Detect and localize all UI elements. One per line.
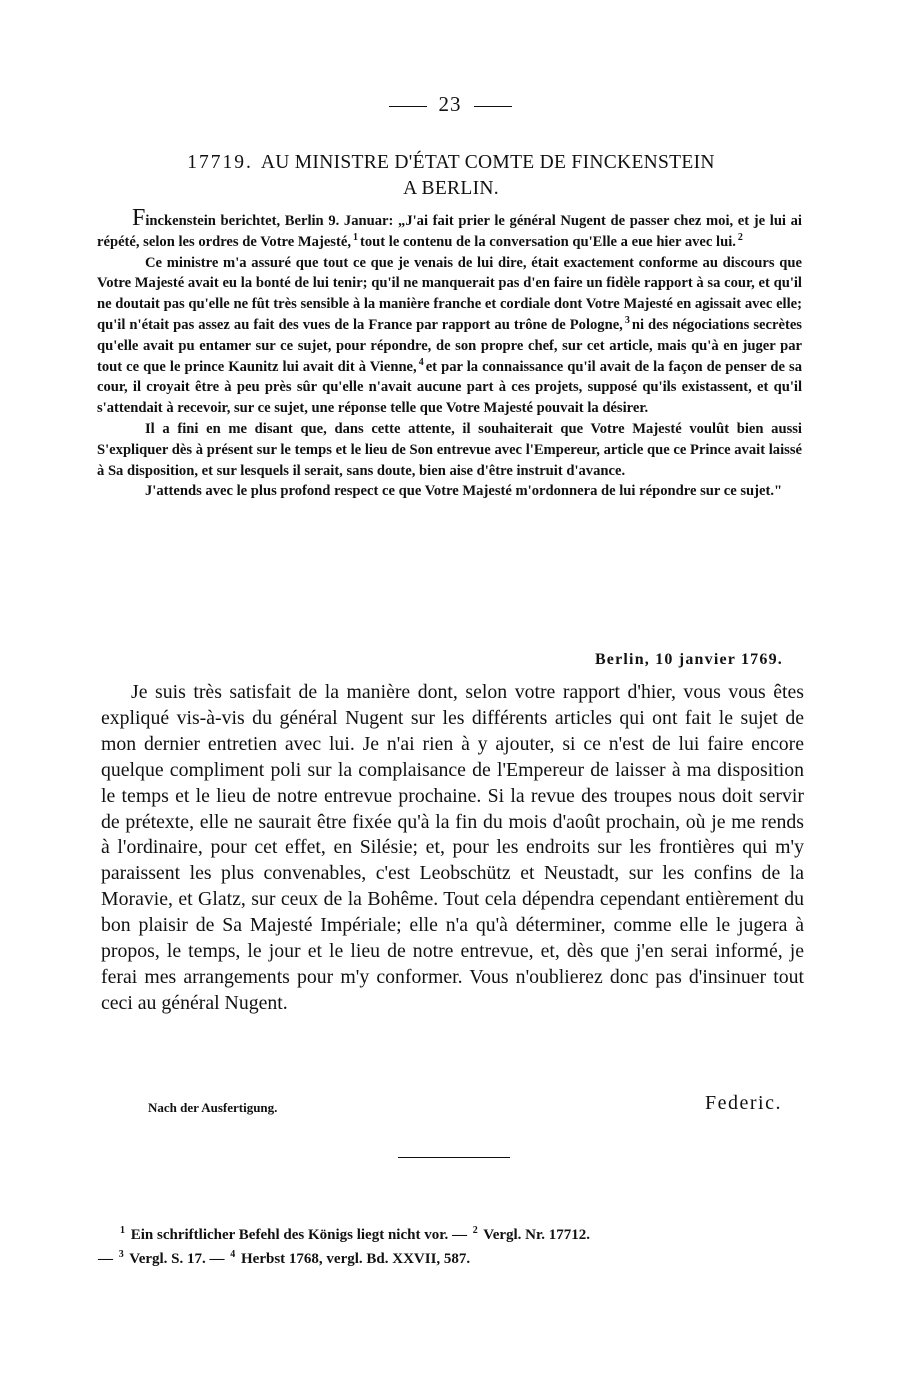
drop-cap: F <box>132 205 146 231</box>
footnote-3: Vergl. S. 17. — <box>129 1251 225 1267</box>
signature: Federic. <box>705 1092 782 1114</box>
footnote-ref-3: 3 <box>624 315 630 327</box>
page-number-line <box>0 92 900 117</box>
report-section <box>97 205 803 502</box>
source-note: Nach der Ausfertigung. <box>148 1100 278 1115</box>
footnote-2: Vergl. Nr. 17712. <box>483 1227 591 1243</box>
footnote-mark-4: 4 <box>230 1249 236 1260</box>
footnote-dash: — <box>98 1251 113 1267</box>
footnote-ref-1: 1 <box>352 231 358 243</box>
footnote-mark-3: 3 <box>118 1249 124 1260</box>
report-paragraph-2: Ce ministre m'a assuré que tout ce que je venais de lui dire, était exactement conforme au discours que Votre Majesté avait eu la bonté de lui tenir; qu'il ne manquerait pas d'en faire un fidèle rapport à sa cour, et qu'il ne doutait pas qu'elle ne fût très sensible à la manière franche et cordiale dont Votre Majesté en agissait avec elle; qu'il n'était pas assez au fait des vues de la France par rapport au trône de Pologne, $^3$ ni des négociations secrètes qu'elle avait pu entamer sur ce sujet, pour répondre, de son propre chef, sur cet article, mais qu'à en juger par tout ce que le prince Kaunitz lui avait dit à Vienne, $^4$ et par la connaissance qu'il avait de la façon de penser de sa cour, il croyait être à peu près sûr qu'elle n'avait aucune part à ces projets, supposé qu'ils existassent, et qu'il s'attendait à recevoir, sur ce sujet, une réponse telle que Votre Majesté pouvait la désirer. <box>97 254 803 417</box>
footnote-ref-4: 4 <box>418 356 424 368</box>
footnote-divider <box>398 1157 510 1158</box>
report-paragraph-3: Il a fini en me disant que, dans cette attente, il souhaiterait que Votre Majesté voulût bien aussi S'expliquer dès à présent sur le temps et le lieu de Son entrevue avec l'Empereur, article que ce Prince avait laissé à Sa disposition, et sur lesquels il serait, sans doute, bien aise d'être instruit d'avance. <box>97 420 802 479</box>
heading-line-1 <box>116 150 786 176</box>
document-number: 17719. <box>187 152 253 173</box>
letter-paragraph: Je suis très satisfait de la manière dont, selon votre rapport d'hier, vous vous êtes expliqué vis-à-vis du général Nugent sur les différents articles qui ont fait le sujet de mon dernier entretien avec lui. Je n'ai rien à y ajouter, si ce n'est de lui faire encore quelque compliment poli sur la complaisance de l'Empereur de laisser à ma disposition le temps et le lieu de notre entrevue prochaine. Si la revue des troupes nous doit servir de prétexte, elle ne saurait être fixée qu'à la fin du mois d'août prochain, où je me rends à l'ordinaire, pour cet effet, en Silésie; et, pour les endroits sur les frontières qui m'y paraissent les plus convenables, c'est Leobschütz et Neustadt, sur les confins de la Moravie, et Glatz, sur ceux de la Bohême. Tout cela dépendra cependant entièrement du bon plaisir de Sa Majesté Impériale; elle n'a qu'à déterminer, comme elle le jugera à propos, le temps, le jour et le lieu de notre entrevue, et, dès que j'en serai informé, je ferai mes arrangements pour m'y conformer. Vous n'oublierez donc pas d'insinuer tout ceci au général Nugent. <box>101 681 804 1014</box>
footnote-1: Ein schriftlicher Befehl des Königs liegt nicht vor. — <box>130 1227 467 1243</box>
left-dash <box>389 106 427 107</box>
footnotes <box>98 1223 808 1271</box>
heading-title: AU MINISTRE D'ÉTAT COMTE DE FINCKENSTEIN <box>260 152 715 173</box>
report-paragraph-1: Finckenstein berichtet, Berlin 9. Januar: „J'ai fait prier le général Nugent de passer chez moi, et je lui ai répété, selon les ordres de Votre Majesté, $^1$ tout le contenu de la conversation qu'Elle a eue hier avec lui. $^2$ <box>97 205 802 250</box>
report-paragraph-4: J'attends avec le plus profond respect ce que Votre Majesté m'ordonnera de lui répondre sur ce sujet." <box>145 483 783 500</box>
footnote-mark-2: 2 <box>472 1225 478 1236</box>
dateline: Berlin, 10 janvier 1769. <box>594 651 783 668</box>
footnote-mark-1: 1 <box>120 1225 125 1236</box>
letter-body <box>101 680 804 1017</box>
document-heading <box>116 150 786 202</box>
page-number: 23 <box>438 92 462 116</box>
footnote-line-2 <box>98 1247 808 1271</box>
footnote-line-1 <box>118 1223 808 1247</box>
right-dash <box>474 106 512 107</box>
heading-line-2: A BERLIN. <box>403 178 499 199</box>
footnote-4: Herbst 1768, vergl. Bd. XXVII, 587. <box>241 1251 471 1267</box>
footnote-ref-2: 2 <box>737 231 743 243</box>
